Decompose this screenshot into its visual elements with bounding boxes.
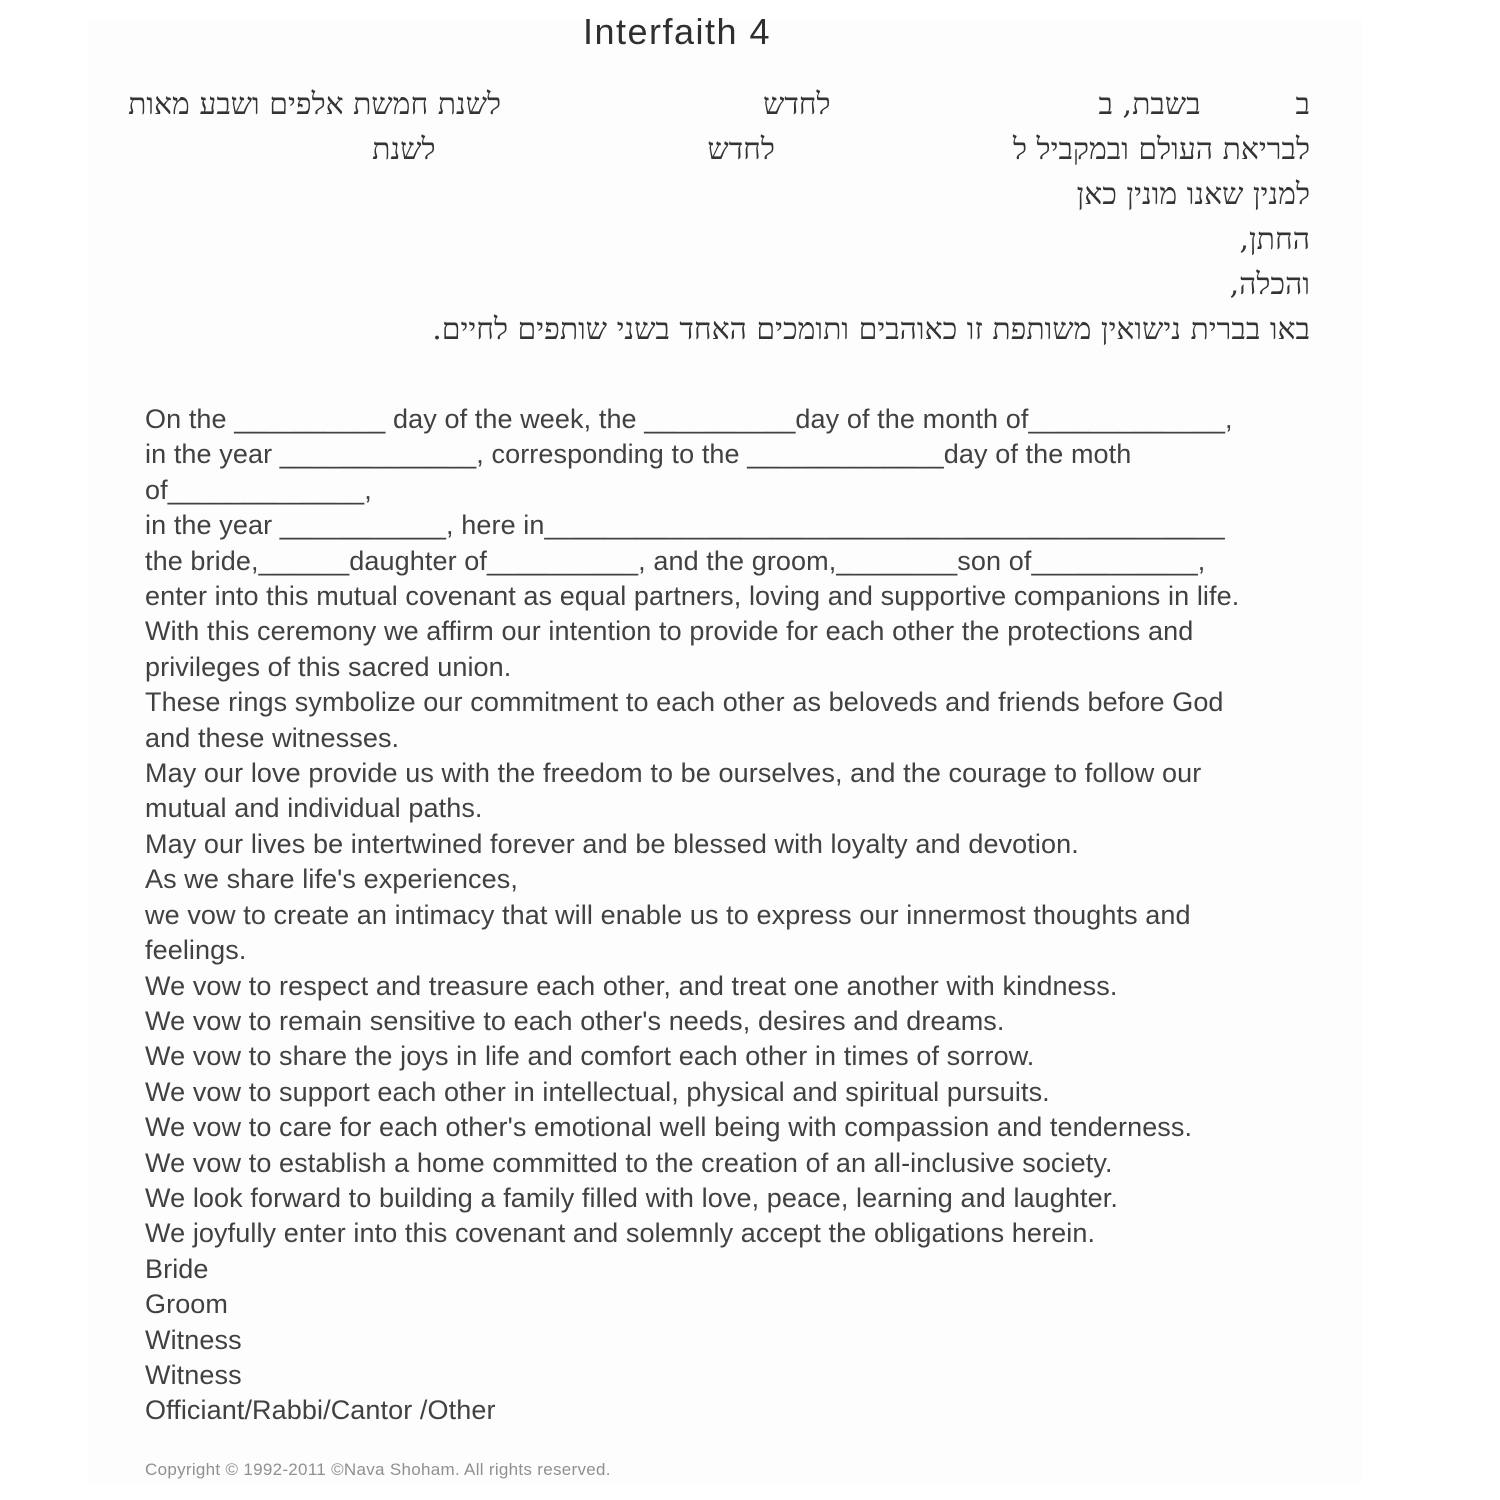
signature-line-bride: Bride <box>145 1253 209 1284</box>
text-line-bride-groom: the bride,______daughter of__________, and the groom,________son of___________, <box>145 545 1206 576</box>
signature-line-groom: Groom <box>145 1289 229 1320</box>
page-title: Interfaith 4 <box>582 11 772 52</box>
text-line: we vow to create an intimacy that will enable us to express our innermost thoughts and <box>145 899 1191 930</box>
hebrew-line-4-groom-label: החתן, <box>1239 222 1310 257</box>
fill-in-gap <box>501 113 763 114</box>
hebrew-line-3: למנין שאנו מונין כאן <box>1076 177 1310 212</box>
hebrew-text-segment: בשבת, ב <box>1098 87 1201 122</box>
hebrew-text-segment: ב <box>1295 87 1310 122</box>
hebrew-text-segment: לשנת <box>372 132 436 167</box>
copyright-notice: Copyright © 1992-2011 ©Nava Shoham. All rights reserved. <box>145 1460 611 1479</box>
text-line: We vow to share the joys in life and comfort each other in times of sorrow. <box>145 1041 1035 1072</box>
text-line: We vow to respect and treasure each other, and treat one another with kindness. <box>145 970 1118 1001</box>
fill-in-gap <box>436 158 708 159</box>
text-line: and these witnesses. <box>145 722 400 753</box>
hebrew-text-section <box>103 82 1310 352</box>
hebrew-line-2 <box>103 127 1310 172</box>
fill-in-gap <box>1201 113 1296 114</box>
text-line-year-corresponding: in the year _____________, corresponding to the _____________day of the moth <box>145 439 1132 470</box>
text-line: enter into this mutual covenant as equal partners, loving and supportive companions in life. <box>145 581 1240 612</box>
text-line: privileges of this sacred union. <box>145 651 512 682</box>
text-line-year-here-in: in the year ___________, here in_____________________________________________ <box>145 510 1225 541</box>
text-line: mutual and individual paths. <box>145 793 483 824</box>
hebrew-text-segment: לחדש <box>707 132 775 167</box>
hebrew-line-6-covenant: באו בברית נישואין משותפת זו כאוהבים ותומכים האחד בשני שותפים לחיים. <box>432 312 1310 347</box>
text-line: We vow to care for each other's emotional well being with compassion and tenderness. <box>145 1112 1193 1143</box>
signature-line-witness-1: Witness <box>145 1324 242 1355</box>
hebrew-text-segment: לשנת חמשת אלפים ושבע מאות <box>128 87 502 122</box>
hebrew-line-5-bride-label: והכלה, <box>1229 267 1310 302</box>
text-line: We look forward to building a family filled with love, peace, learning and laughter. <box>145 1182 1118 1213</box>
text-line: feelings. <box>145 935 247 966</box>
ketubah-document-page <box>88 11 1362 1482</box>
english-text-section <box>145 402 1342 1429</box>
signature-line-officiant: Officiant/Rabbi/Cantor /Other <box>145 1395 496 1426</box>
hebrew-line-1 <box>103 82 1310 127</box>
fill-in-gap <box>831 113 1099 114</box>
text-line: As we share life's experiences, <box>145 864 518 895</box>
text-line: We vow to support each other in intellectual, physical and spiritual pursuits. <box>145 1076 1050 1107</box>
text-line: With this ceremony we affirm our intention to provide for each other the protections and <box>145 616 1194 647</box>
text-line: We joyfully enter into this covenant and solemnly accept the obligations herein. <box>145 1218 1096 1249</box>
text-line-date-week: On the __________ day of the week, the __________day of the month of_____________, <box>145 404 1233 434</box>
hebrew-text-segment: לחדש <box>763 87 831 122</box>
text-line: May our lives be intertwined forever and be blessed with loyalty and devotion. <box>145 828 1079 859</box>
text-line: We vow to remain sensitive to each other's needs, desires and dreams. <box>145 1005 1005 1036</box>
fill-in-gap <box>775 158 1013 159</box>
text-line: We vow to establish a home committed to the creation of an all-inclusive society. <box>145 1147 1113 1178</box>
text-line: These rings symbolize our commitment to each other as beloveds and friends before God <box>145 687 1224 718</box>
text-line-of-month: of_____________, <box>145 474 372 505</box>
signature-line-witness-2: Witness <box>145 1359 242 1390</box>
hebrew-text-segment: לבריאת העולם ובמקביל ל <box>1012 132 1310 167</box>
text-line: May our love provide us with the freedom to be ourselves, and the courage to follow our <box>145 758 1202 789</box>
